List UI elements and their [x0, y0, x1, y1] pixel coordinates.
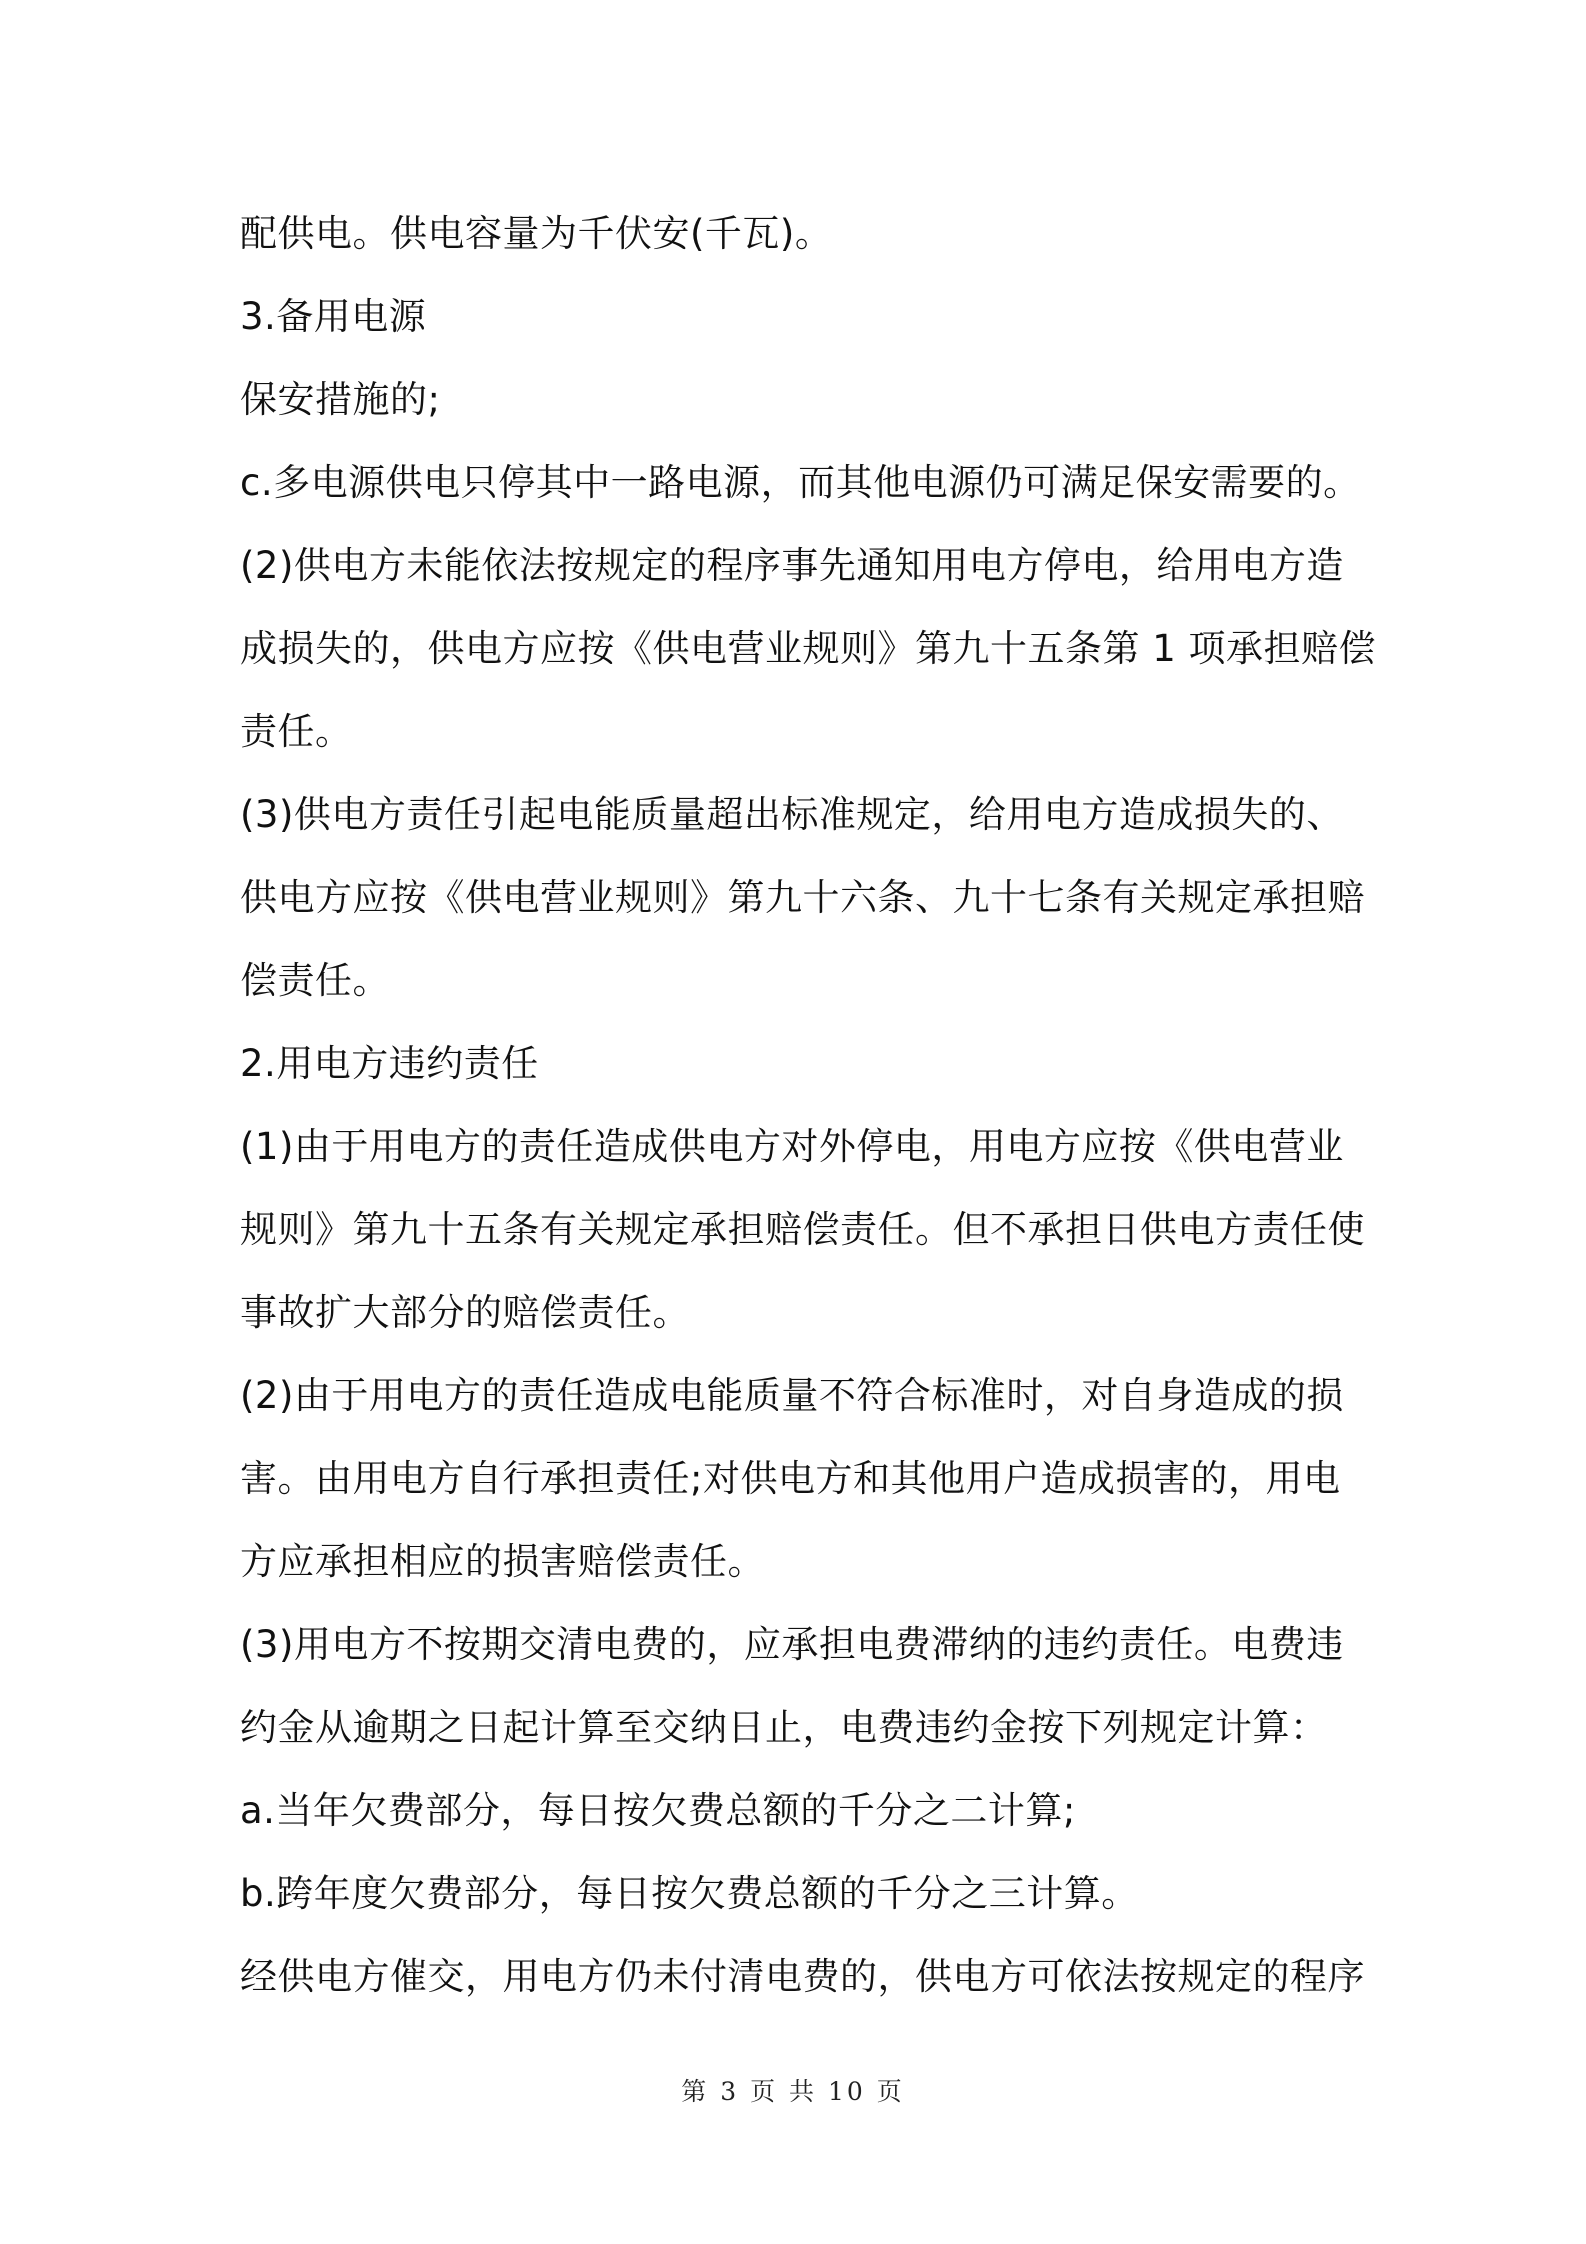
- body-line: 偿责任。: [240, 959, 390, 1002]
- body-line: 责任。: [240, 710, 353, 753]
- body-line: c.多电源供电只停其中一路电源，而其他电源仍可满足保安需要的。: [240, 461, 1361, 504]
- body-line: b.跨年度欠费部分，每日按欠费总额的千分之三计算。: [240, 1872, 1139, 1915]
- body-line: (3)供电方责任引起电能质量超出标准规定，给用电方造成损失的、: [240, 793, 1344, 836]
- body-line: 成损失的，供电方应按《供电营业规则》第九十五条第 1 项承担赔偿: [240, 627, 1377, 670]
- body-line: (2)由于用电方的责任造成电能质量不符合标准时，对自身造成的损: [240, 1374, 1344, 1417]
- body-line: 经供电方催交，用电方仍未付清电费的，供电方可依法按规定的程序: [240, 1955, 1365, 1998]
- body-line: 配供电。供电容量为千伏安(千瓦)。: [240, 212, 833, 255]
- body-line: 方应承担相应的损害赔偿责任。: [240, 1540, 765, 1583]
- body-line: 供电方应按《供电营业规则》第九十六条、九十七条有关规定承担赔: [240, 876, 1365, 919]
- body-line: 保安措施的;: [240, 378, 441, 421]
- body-line: 事故扩大部分的赔偿责任。: [240, 1291, 690, 1334]
- section-heading: 3.备用电源: [240, 295, 427, 338]
- section-heading: 2.用电方违约责任: [240, 1042, 539, 1085]
- body-line: 规则》第九十五条有关规定承担赔偿责任。但不承担日供电方责任使: [240, 1208, 1365, 1251]
- page-number-footer: 第 3 页 共 10 页: [681, 2077, 905, 2106]
- body-line: (2)供电方未能依法按规定的程序事先通知用电方停电，给用电方造: [240, 544, 1344, 587]
- body-line: a.当年欠费部分，每日按欠费总额的千分之二计算;: [240, 1789, 1076, 1832]
- body-line: 约金从逾期之日起计算至交纳日止，电费违约金按下列规定计算：: [240, 1706, 1328, 1749]
- body-line: 害。由用电方自行承担责任;对供电方和其他用户造成损害的，用电: [240, 1457, 1341, 1500]
- body-line: (1)由于用电方的责任造成供电方对外停电，用电方应按《供电营业: [240, 1125, 1344, 1168]
- document-body: [240, 192, 1377, 2018]
- body-line: (3)用电方不按期交清电费的，应承担电费滞纳的违约责任。电费违: [240, 1623, 1344, 1666]
